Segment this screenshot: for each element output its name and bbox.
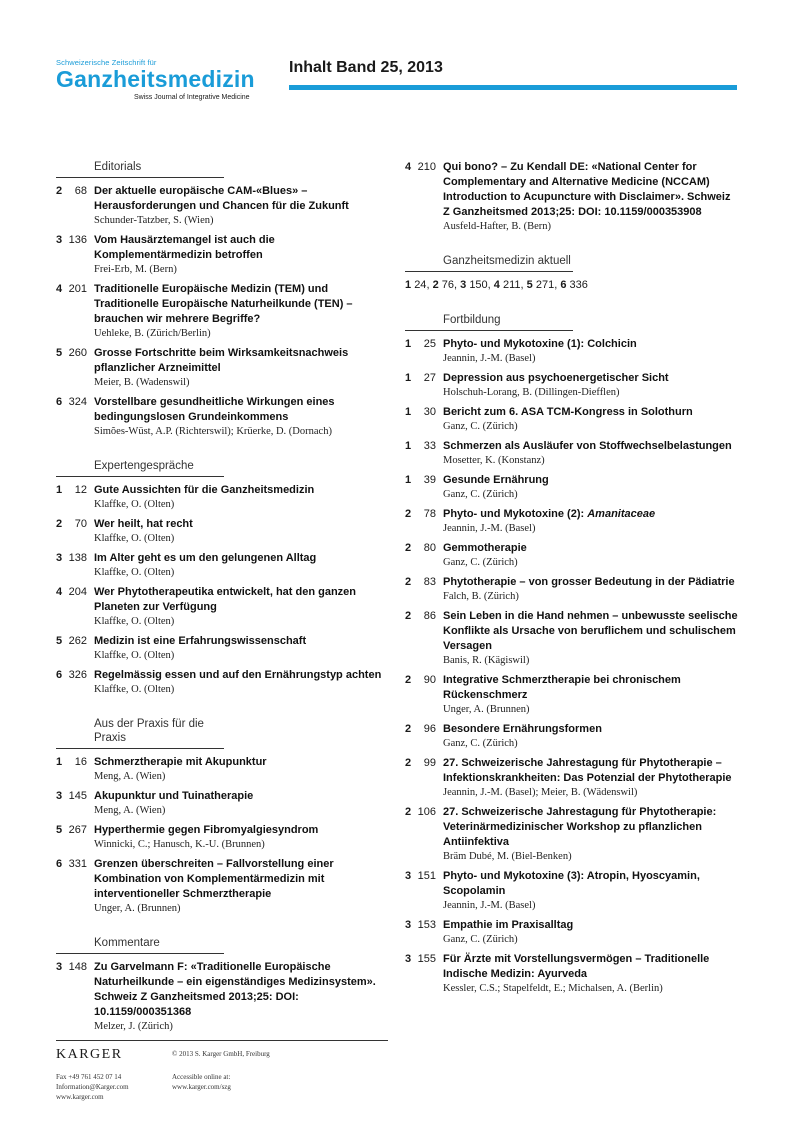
page-number: 68 (74, 185, 87, 197)
masthead-subtitle: Swiss Journal of Integrative Medicine (134, 94, 250, 101)
online-access (172, 1072, 231, 1092)
article-title[interactable]: Gute Aussichten für die Ganzheitsmedizin (94, 484, 315, 496)
page-number[interactable]: 336 (569, 279, 588, 291)
issue-number: 2 (405, 576, 412, 588)
header-accent-bar (289, 85, 737, 90)
page-number: 96 (423, 723, 436, 735)
entry-body (443, 439, 740, 468)
article-title[interactable]: Grenzen überschreiten – Fallvorstellung einer Kombination von Komplementärmedizin mit interventioneller Schmerztherapie (94, 858, 334, 900)
article-authors: Holschuh-Lorang, B. (Dillingen-Diefflen) (443, 387, 620, 398)
email-link[interactable]: Information@Karger.com (56, 1083, 129, 1091)
toc-entry[interactable] (405, 541, 740, 570)
article-title[interactable]: Bericht zum 6. ASA TCM-Kongress in Solothurn (443, 406, 693, 418)
entry-body (94, 483, 386, 512)
issue-number: 6 (56, 858, 63, 870)
article-authors: Winnicki, C.; Hanusch, K.-U. (Brunnen) (94, 839, 265, 850)
toc-entry[interactable] (56, 823, 386, 852)
issue-number: 3 (460, 279, 467, 291)
article-title[interactable]: Depression aus psychoenergetischer Sicht (443, 372, 669, 384)
masthead-small-title: Schweizerische Zeitschrift für (56, 58, 157, 67)
page-number: 267 (68, 824, 87, 836)
page-number: 204 (68, 586, 87, 598)
article-authors: Ausfeld-Hafter, B. (Bern) (443, 221, 552, 232)
issue-number: 2 (56, 185, 63, 197)
page-number: 331 (68, 858, 87, 870)
section-editorials (56, 160, 386, 439)
article-authors: Bräm Dubé, M. (Biel-Benken) (443, 851, 572, 862)
toc-entry[interactable] (56, 585, 386, 629)
masthead-title: Ganzheitsmedizin (56, 66, 255, 92)
toc-entry[interactable] (56, 668, 386, 697)
article-authors: Mosetter, K. (Konstanz) (443, 455, 545, 466)
toc-entry[interactable] (56, 960, 386, 1034)
article-title[interactable]: Für Ärzte mit Vorstellungsvermögen – Traditionelle Indische Medizin: Ayurveda (443, 953, 710, 980)
toc-entry[interactable] (405, 371, 740, 400)
entry-body (443, 918, 740, 947)
page-number: 80 (423, 542, 436, 554)
section-aus-der-praxis (56, 717, 386, 916)
article-title[interactable]: Sein Leben in die Hand nehmen – unbewusste seelische Konflikte als Ursache von beruflichem und schulischem Versagen (443, 610, 738, 652)
entry-body (443, 609, 740, 668)
page-number: 70 (74, 518, 87, 530)
page-number: 39 (423, 474, 436, 486)
issue-number: 3 (56, 790, 63, 802)
toc-entry[interactable] (405, 869, 740, 913)
issue-number: 2 (405, 806, 412, 818)
page-number: 262 (68, 635, 87, 647)
toc-entry[interactable] (56, 395, 386, 439)
page-number[interactable]: 76 (441, 279, 454, 291)
journal-masthead (56, 58, 255, 102)
page-number[interactable]: 271 (535, 279, 555, 291)
article-authors: Meng, A. (Wien) (94, 805, 166, 816)
toc-entry[interactable] (405, 609, 740, 668)
page-number: 153 (417, 919, 436, 931)
article-authors: Jeannin, J.-M. (Basel) (443, 353, 536, 364)
accessible-label: Accessible online at: (172, 1073, 231, 1081)
entry-body (443, 507, 740, 536)
issue-number: 2 (405, 674, 412, 686)
toc-entry[interactable] (405, 337, 740, 366)
article-title[interactable]: Regelmässig essen und auf den Ernährungstyp achten (94, 669, 382, 681)
entry-body (94, 551, 386, 580)
section-kommentare (56, 936, 386, 1034)
page-number[interactable]: 211 (502, 279, 521, 291)
article-authors: Jeannin, J.-M. (Basel); Meier, B. (Wädenswil) (443, 787, 638, 798)
article-title[interactable]: 27. Schweizerische Jahrestagung für Phytotherapie – Infektionskrankheiten: Das Potenzial der Phytotherapie (443, 757, 732, 784)
page-number: 201 (68, 283, 87, 295)
article-title[interactable]: Grosse Fortschritte beim Wirksamkeitsnachweis pflanzlicher Arzneimittel (94, 347, 349, 374)
issue-number: 2 (405, 542, 412, 554)
issue-number: 1 (405, 372, 412, 384)
entry-body (94, 233, 386, 277)
entry-body (94, 960, 386, 1034)
article-authors: Unger, A. (Brunnen) (94, 903, 181, 914)
article-authors: Banis, R. (Kägiswil) (443, 655, 530, 666)
article-title[interactable]: Vom Hausärztemangel ist auch die Komplementärmedizin betroffen (94, 234, 275, 261)
entry-body (94, 634, 386, 663)
fax-number: Fax +49 761 452 07 14 (56, 1073, 122, 1081)
page-number: 155 (417, 953, 436, 965)
article-authors: Ganz, C. (Zürich) (443, 738, 518, 749)
toc-entry[interactable] (56, 184, 386, 228)
toc-entry[interactable] (56, 634, 386, 663)
page-number: 12 (74, 484, 87, 496)
toc-entry[interactable] (56, 857, 386, 916)
article-title[interactable]: Phyto- und Mykotoxine (3): Atropin, Hyoscyamin, Scopolamin (443, 870, 700, 897)
entry-body (94, 184, 386, 228)
article-authors: Melzer, J. (Zürich) (94, 1021, 173, 1032)
article-title[interactable]: Traditionelle Europäische Medizin (TEM) und Traditionelle Europäische Naturheilkunde (TEN) – brauchen wir mehrere Begriffe? (94, 283, 353, 325)
article-authors: Klaffke, O. (Olten) (94, 567, 175, 578)
toc-entry[interactable] (405, 918, 740, 947)
page-number: 27 (423, 372, 436, 384)
issue-number: 3 (56, 552, 63, 564)
taxon-name: Amanitaceae (587, 508, 656, 520)
aktuell-page-list: 1 24, 2 76, 3 150, 4 211, 5 271, 6 336 (405, 279, 588, 291)
toc-entry[interactable] (405, 507, 740, 536)
issue-number: 6 (56, 669, 63, 681)
article-title[interactable]: Hyperthermie gegen Fibromyalgiesyndrom (94, 824, 319, 836)
toc-entry[interactable] (56, 517, 386, 546)
article-title[interactable]: Qui bono? – Zu Kendall DE: «National Center for Complementary and Alternative Medicine (NCCAM) Introduction to Acupuncture with Disclaimer». Schweiz Z Ganzheitsmed 2013;25: DOI: 10.1159/000353908 (443, 161, 731, 218)
issue-number: 1 (405, 440, 412, 452)
page-number: 210 (417, 161, 436, 173)
page-footer (56, 1040, 388, 1101)
issue-number: 4 (56, 283, 63, 295)
toc-entry[interactable] (56, 233, 386, 277)
article-title[interactable]: Akupunktur und Tuinatherapie (94, 790, 254, 802)
issue-number: 4 (56, 586, 63, 598)
page-number: 151 (417, 870, 436, 882)
article-authors: Ganz, C. (Zürich) (443, 489, 518, 500)
issue-number: 1 (56, 756, 63, 768)
article-authors: Frei-Erb, M. (Bern) (94, 264, 177, 275)
page-number: 148 (68, 961, 87, 973)
entry-body (443, 337, 740, 366)
entry-body (443, 160, 740, 234)
toc-entry[interactable] (405, 952, 740, 996)
page-number: 145 (68, 790, 87, 802)
page-number: 86 (423, 610, 436, 622)
article-title[interactable]: Wer Phytotherapeutika entwickelt, hat den ganzen Planeten zur Verfügung (94, 586, 357, 613)
entry-body (94, 517, 386, 546)
section-heading: Kommentare (56, 936, 224, 954)
entry-body (443, 952, 740, 996)
issue-number: 2 (405, 508, 412, 520)
section-aktuell (405, 254, 740, 293)
article-title[interactable]: Schmerzen als Ausläufer von Stoffwechselbelastungen (443, 440, 732, 452)
toc-entry[interactable] (405, 439, 740, 468)
toc-entry[interactable] (405, 673, 740, 717)
issue-number: 3 (405, 953, 412, 965)
article-title[interactable]: Empathie im Praxisalltag (443, 919, 574, 931)
entry-body (94, 668, 386, 697)
toc-entry[interactable] (405, 473, 740, 502)
toc-entry[interactable] (56, 755, 386, 784)
entry-body (443, 805, 740, 864)
article-authors: Simões-Wüst, A.P. (Richterswil); Krüerke, D. (Dornach) (94, 426, 332, 437)
issue-number: 5 (56, 347, 63, 359)
issue-number: 3 (405, 870, 412, 882)
article-authors: Ganz, C. (Zürich) (443, 934, 518, 945)
issue-number: 5 (56, 824, 63, 836)
left-column (56, 160, 386, 1054)
article-authors: Meng, A. (Wien) (94, 771, 166, 782)
page-number: 138 (68, 552, 87, 564)
entry-body (94, 585, 386, 629)
article-authors: Jeannin, J.-M. (Basel) (443, 523, 536, 534)
toc-entry[interactable] (56, 282, 386, 341)
page-number[interactable]: 24 (414, 279, 427, 291)
toc-entry[interactable] (405, 756, 740, 800)
page-number: 90 (423, 674, 436, 686)
issue-number: 1 (405, 338, 412, 350)
entry-body (94, 823, 386, 852)
issue-number: 1 (405, 406, 412, 418)
article-title[interactable]: Vorstellbare gesundheitliche Wirkungen eines bedingungslosen Grundeinkommens (94, 396, 335, 423)
section-fortbildung (405, 313, 740, 996)
article-authors: Klaffke, O. (Olten) (94, 684, 175, 695)
article-title[interactable]: Phytotherapie – von grosser Bedeutung in der Pädiatrie (443, 576, 735, 588)
toc-entry[interactable] (405, 405, 740, 434)
page-number: 83 (423, 576, 436, 588)
page-number: 326 (68, 669, 87, 681)
entry-body (443, 541, 740, 570)
article-title[interactable]: Im Alter geht es um den gelungenen Alltag (94, 552, 317, 564)
issue-number: 2 (432, 279, 439, 291)
issue-number: 2 (405, 757, 412, 769)
page-number: 260 (68, 347, 87, 359)
article-title[interactable]: Phyto- und Mykotoxine (1): Colchicin (443, 338, 637, 350)
entry-body (443, 473, 740, 502)
article-authors: Unger, A. (Brunnen) (443, 704, 530, 715)
copyright-notice: © 2013 S. Karger GmbH, Freiburg (172, 1050, 270, 1058)
issue-number: 3 (56, 961, 63, 973)
entry-body (443, 756, 740, 800)
article-authors: Schunder-Tatzber, S. (Wien) (94, 215, 214, 226)
entry-body (443, 869, 740, 913)
toc-entry[interactable] (405, 160, 740, 234)
article-title[interactable]: Phyto- und Mykotoxine (2): Amanitaceae (443, 508, 656, 520)
page-number[interactable]: 150 (469, 279, 488, 291)
article-authors: Klaffke, O. (Olten) (94, 616, 175, 627)
page-number: 324 (68, 396, 87, 408)
issue-number: 3 (405, 919, 412, 931)
toc-entry[interactable] (56, 551, 386, 580)
publisher-logo: KARGER (56, 1047, 123, 1062)
entry-body (94, 857, 386, 916)
toc-entry[interactable] (56, 789, 386, 818)
section-heading: Editorials (56, 160, 224, 178)
issue-number: 1 (56, 484, 63, 496)
entry-body (94, 755, 386, 784)
article-authors: Meier, B. (Wadenswil) (94, 377, 190, 388)
section-expertengespraeche (56, 459, 386, 697)
issue-number: 6 (56, 396, 63, 408)
page-number: 106 (417, 806, 436, 818)
section-heading: Fortbildung (405, 313, 573, 331)
entry-body (443, 371, 740, 400)
article-title[interactable]: Integrative Schmerztherapie bei chronischem Rückenschmerz (443, 674, 681, 701)
article-title[interactable]: Schmerztherapie mit Akupunktur (94, 756, 267, 768)
accessible-url-link[interactable]: www.karger.com/szg (172, 1083, 231, 1091)
issue-number: 6 (560, 279, 567, 291)
issue-number: 2 (56, 518, 63, 530)
issue-number: 4 (405, 161, 412, 173)
issue-number: 2 (405, 723, 412, 735)
article-authors: Kessler, C.S.; Stapelfeldt, E.; Michalsen, A. (Berlin) (443, 983, 663, 994)
section-heading: Aus der Praxis für die Praxis (56, 717, 224, 749)
article-title[interactable]: Gesunde Ernährung (443, 474, 549, 486)
article-title[interactable]: Medizin ist eine Erfahrungswissenschaft (94, 635, 307, 647)
toc-entry[interactable] (405, 722, 740, 751)
toc-entry[interactable] (405, 575, 740, 604)
entry-body (94, 346, 386, 390)
section-heading: Expertengespräche (56, 459, 224, 477)
article-title[interactable]: 27. Schweizerische Jahrestagung für Phytotherapie: Veterinärmedizinischer Workshop zu pflanzlichen Antiinfektiva (443, 806, 717, 848)
issue-number: 2 (405, 610, 412, 622)
page-number: 99 (423, 757, 436, 769)
page-number: 33 (423, 440, 436, 452)
issue-number: 1 (405, 474, 412, 486)
page-number: 78 (423, 508, 436, 520)
issue-number: 1 (405, 279, 412, 291)
article-authors: Ganz, C. (Zürich) (443, 421, 518, 432)
entry-body (443, 575, 740, 604)
toc-entry[interactable] (56, 483, 386, 512)
article-title[interactable]: Besondere Ernährungsformen (443, 723, 602, 735)
publisher-contact (56, 1072, 129, 1102)
article-authors: Klaffke, O. (Olten) (94, 499, 175, 510)
article-authors: Klaffke, O. (Olten) (94, 533, 175, 544)
page-number: 30 (423, 406, 436, 418)
article-authors: Uehleke, B. (Zürich/Berlin) (94, 328, 211, 339)
page-number: 25 (423, 338, 436, 350)
article-authors: Ganz, C. (Zürich) (443, 557, 518, 568)
entry-body (94, 282, 386, 341)
issue-number: 5 (56, 635, 63, 647)
section-kommentare-continued (405, 160, 740, 234)
page-number: 16 (74, 756, 87, 768)
entry-body (443, 722, 740, 751)
article-title[interactable]: Zu Garvelmann F: «Traditionelle Europäische Naturheilkunde – ein eigenständiges Medizinsystem». Schweiz Z Ganzheitsmed 2013;25: DOI: 10.1159/000351368 (94, 961, 376, 1018)
issue-number: 3 (56, 234, 63, 246)
entry-body (443, 405, 740, 434)
article-title[interactable]: Gemmotherapie (443, 542, 527, 554)
toc-entry[interactable] (405, 805, 740, 864)
issue-number: 5 (526, 279, 533, 291)
article-title[interactable]: Der aktuelle europäische CAM-«Blues» – Herausforderungen und Chancen für die Zukunft (94, 185, 349, 212)
page-title: Inhalt Band 25, 2013 (289, 59, 443, 76)
article-authors: Jeannin, J.-M. (Basel) (443, 900, 536, 911)
entry-body (443, 673, 740, 717)
website-link[interactable]: www.karger.com (56, 1093, 104, 1101)
entry-body (94, 395, 386, 439)
article-authors: Klaffke, O. (Olten) (94, 650, 175, 661)
article-authors: Falch, B. (Zürich) (443, 591, 519, 602)
issue-number: 4 (493, 279, 500, 291)
toc-entry[interactable] (56, 346, 386, 390)
page-number: 136 (68, 234, 87, 246)
right-column (405, 160, 740, 1016)
article-title[interactable]: Wer heilt, hat recht (94, 518, 193, 530)
section-heading: Ganzheitsmedizin aktuell (405, 254, 573, 272)
entry-body (94, 789, 386, 818)
